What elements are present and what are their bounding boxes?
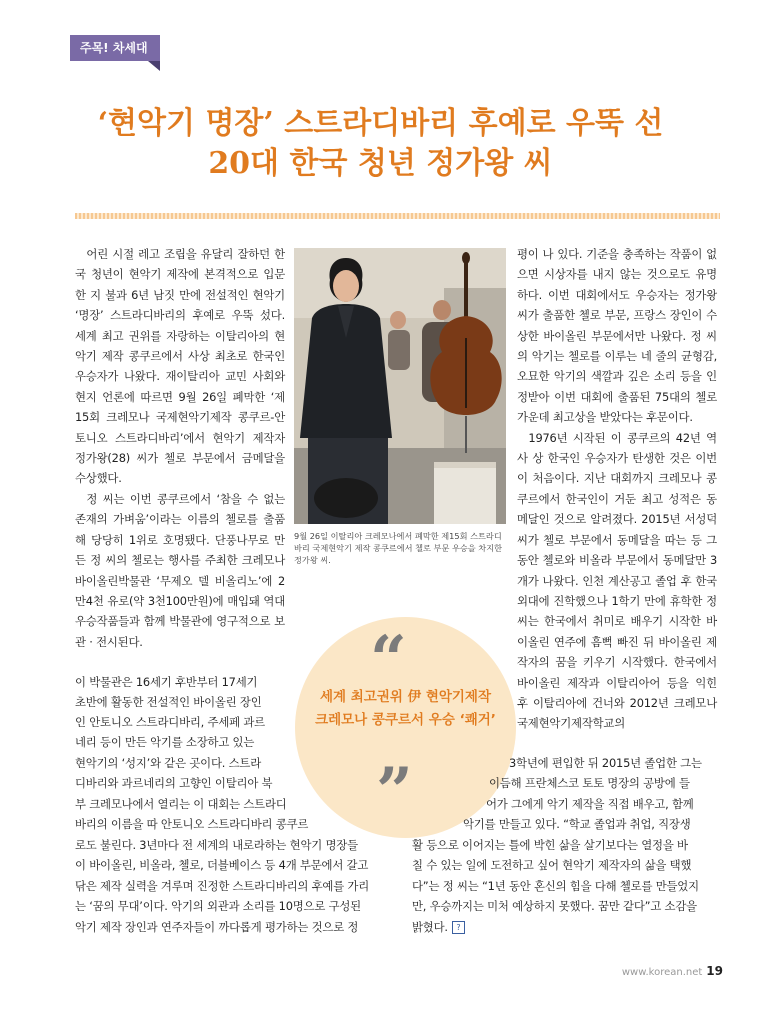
right-paragraph-1: 평이 나 있다. 기준을 충족하는 작품이 없으면 시상자를 내지 않는 것으로도 유명하다. 이번 대회에서도 우승자는 정가왕 씨가 출품한 첼로 부문, 프랑스 장인이 수상한 바이올린 부문에서만 나왔다. 정 씨의 악기는 첼로를 이루는 네 줄의 균형감, 오묘한 악기의 색깔과 깊은 소리 등을 인정받아 이번 대회에 출품된 75대의 첼로 가운데 최고상을 받았다는 후문이다. (517, 247, 717, 425)
right-bottom-line: 칠 수 있는 일에 도전하고 싶어 현악기 제작자의 삶을 택했 (412, 858, 692, 872)
right-line: 3학년에 편입한 뒤 2015년 졸업한 그는 (509, 756, 702, 770)
article-title-line1: ‘현악기 명장’ 스트라디바리 후예로 우뚝 선 (97, 106, 664, 141)
section-tag: 주목! 차세대 (70, 35, 160, 61)
article-title-line2: 20대 한국 청년 정가왕 씨 (208, 146, 553, 181)
left-line: 이 박물관은 16세기 후반부터 17세기 (75, 675, 258, 689)
right-bottom-line (412, 917, 465, 937)
right-line: 이듬해 프란체스코 토토 명장의 공방에 들 (489, 776, 690, 790)
left-paragraph-2: 정 씨는 이번 콩쿠르에서 ‘참을 수 없는 존재의 가벼움’이라는 이름의 첼로를 출품해 당당히 1위로 호명됐다. 단풍나무로 만든 정 씨의 첼로는 행사를 주최한 크레모나 바이올린박물관 ‘무제오 델 비올리노’에 2만4천 유로(약 3천100만원)에 매입돼 역대 우승작품들과 함께 박물관에 영구적으로 보관 · 전시된다. (75, 491, 285, 649)
right-bottom-line: 만, 우승까지는 미처 예상하지 못했다. 꿈만 같다”고 소감을 (412, 899, 697, 913)
pull-quote-line1: 세계 최고권위 伊 현악기제작 (319, 689, 492, 705)
end-mark-icon: ? (452, 921, 465, 934)
left-line: 디바리와 과르네리의 고향인 이탈리아 북 (75, 776, 273, 790)
right-column (517, 244, 717, 734)
section-tag-fold (148, 61, 160, 71)
bottom-line: 이 바이올린, 비올라, 첼로, 더블베이스 등 4개 부문에서 갈고 (75, 858, 369, 872)
left-line: 부 크레모나에서 열리는 이 대회는 스트라디 (75, 797, 287, 811)
bottom-line: 는 ‘꿈의 무대’이다. 악기의 외관과 소리를 10명으로 구성된 (75, 899, 361, 913)
open-quote-icon: “ (370, 622, 407, 697)
right-bottom-line: 활 등으로 이어지는 틀에 박힌 삶을 살기보다는 열정을 바 (412, 838, 688, 852)
right-line: 악기를 만들고 있다. “학교 졸업과 취업, 직장생 (463, 817, 691, 831)
footer-site: www.korean.net (621, 967, 703, 978)
article-photo (294, 248, 506, 524)
page-number: 19 (706, 964, 723, 978)
left-line: 네리 등이 만든 악기를 소장하고 있는 (75, 735, 255, 749)
close-quote-icon: ” (376, 754, 413, 829)
left-line: 현악기의 ‘성지’와 같은 곳이다. 스트라 (75, 756, 261, 770)
bottom-line: 로도 불린다. 3년마다 전 세계의 내로라하는 현악기 명장들 (75, 838, 358, 852)
left-column (75, 244, 285, 652)
photo-caption: 9월 26일 이탈리아 크레모나에서 폐막한 제15회 스트라디바리 국제현악기 제작 콩쿠르에서 첼로 부문 우승을 차지한 정가왕 씨. (294, 531, 503, 565)
left-line: 초반에 활동한 전설적인 바이올린 장인 (75, 695, 262, 709)
left-paragraph-1: 어린 시절 레고 조립을 유달리 잘하던 한국 청년이 현악기 제작에 본격적으로 입문한 지 불과 6년 남짓 만에 전설적인 현악기 ‘명장’ 스트라디바리의 후예로 우뚝 섰다. 세계 최고 권위를 자랑하는 이탈리아의 현악기 제작 콩쿠르에서 사상 최초로 한국인 우승자가 나왔다. 재이탈리아 교민 사회와 현지 언론에 따르면 9월 26일 폐막한 ‘제15회 크레모나 국제현악기제작 콩쿠르-안토니오 스트라디바리’에서 현악기 제작자 정가왕(28) 씨가 첼로 부문에서 금메달을 수상했다. (75, 247, 285, 486)
page-footer (622, 964, 723, 978)
pull-quote-line2: 크레모나 콩쿠르서 우승 ‘쾌거’ (315, 712, 496, 728)
left-line: 바리의 이름을 따 안토니오 스트라디바리 콩쿠르 (75, 817, 309, 831)
right-paragraph-2: 1976년 시작된 이 콩쿠르의 42년 역사 상 한국인 우승자가 탄생한 것은 이번이 처음이다. 지난 대회까지 크레모나 콩쿠르에서 한국인이 거둔 최고 성적은 동메달인 것으로 알려졌다. 2015년 서성덕 씨가 첼로 부문에서 동메달을 따는 등 그동안 첼로와 비올라 부문에서 동메달만 3개가 나왔다. 인천 계산공고 졸업 후 한국외대에 진학했으나 1학기 만에 휴학한 정 씨는 한국에서 취미로 배우기 시작한 바이올린 연주에 흠뻑 빠진 뒤 바이올린 제작자의 꿈을 키우기 시작했다. 한국에서 바이올린 제작과 이탈리아어 등을 익힌 후 이탈리아에 건너와 2012년 크레모나 국제현악기제작학교의 (517, 430, 717, 731)
closing-text: 밝혔다. (412, 920, 448, 934)
right-bottom-line: 다”는 정 씨는 “1년 동안 혼신의 힘을 다해 첼로를 만들었지 (412, 879, 699, 893)
right-line: 어가 그에게 악기 제작을 직접 배우고, 함께 (486, 797, 694, 811)
bottom-line: 닦은 제작 실력을 겨루며 진정한 스트라디바리의 후예를 가리 (75, 879, 370, 893)
photo-illustration (294, 248, 506, 524)
left-line: 인 안토니오 스트라디바리, 주세페 과르 (75, 715, 265, 729)
pull-quote (290, 686, 521, 732)
title-divider (75, 213, 720, 219)
bottom-line: 악기 제작 장인과 연주자들이 까다롭게 평가하는 것으로 정 (75, 920, 359, 934)
